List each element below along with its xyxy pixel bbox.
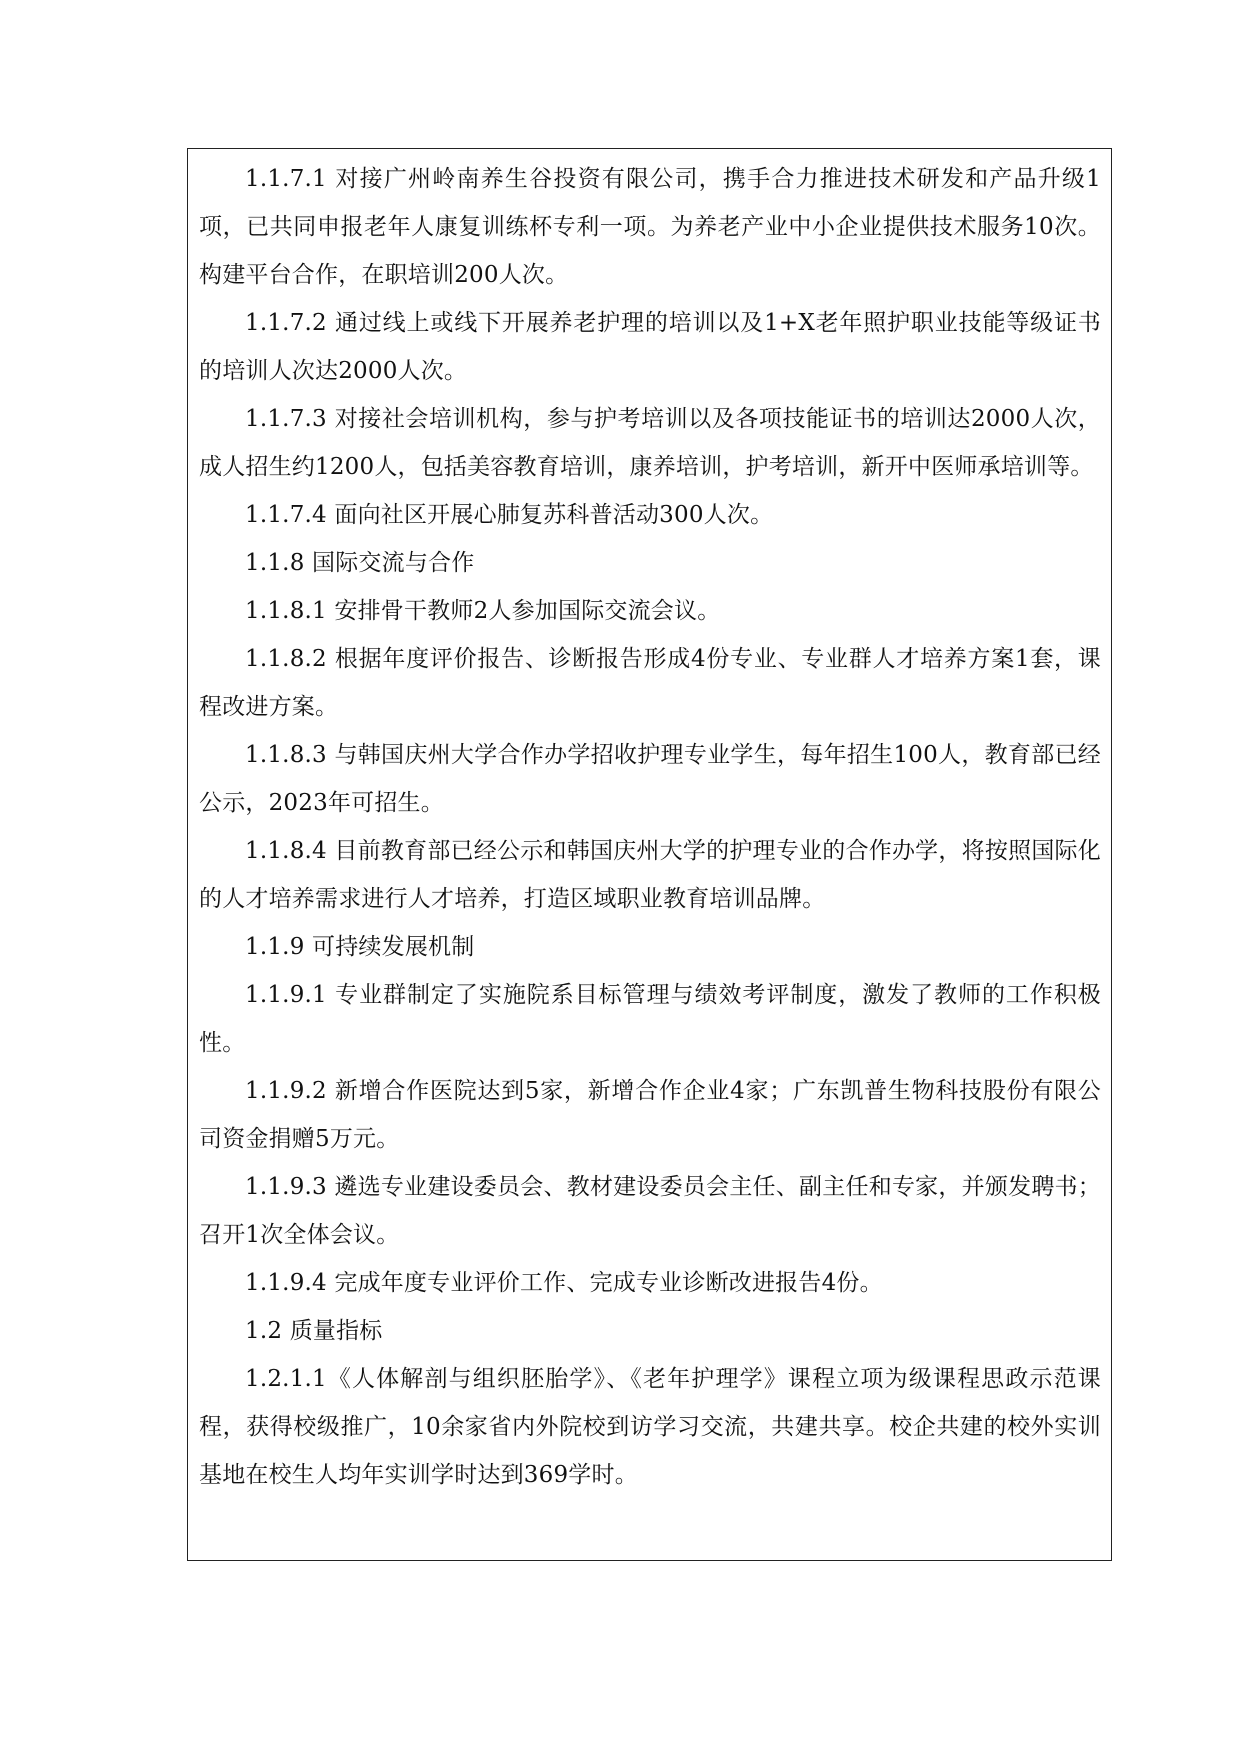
- paragraph-1-1-8-2: 1.1.8.2 根据年度评价报告、诊断报告形成4份专业、专业群人才培养方案1套，课程改进方案。: [199, 646, 1101, 720]
- paragraph-1-1-9-2: 1.1.9.2 新增合作医院达到5家，新增合作企业4家；广东凯普生物科技股份有限公司资金捐赠5万元。: [199, 1078, 1101, 1152]
- paragraph-1-1-9-1: 1.1.9.1 专业群制定了实施院系目标管理与绩效考评制度，激发了教师的工作积极性。: [199, 982, 1101, 1056]
- paragraph-1-1-8-3: 1.1.8.3 与韩国庆州大学合作办学招收护理专业学生，每年招生100人，教育部已经公示，2023年可招生。: [199, 742, 1101, 816]
- heading-1-1-8: 1.1.8 国际交流与合作: [245, 550, 475, 576]
- paragraph-1-2-1-1: 1.2.1.1《人体解剖与组织胚胎学》、《老年护理学》课程立项为级课程思政示范课程，获得校级推广，10余家省内外院校到访学习交流，共建共享。校企共建的校外实训基地在校生人均年实训学时达到369学时。: [199, 1366, 1101, 1488]
- heading-1-1-9: 1.1.9 可持续发展机制: [245, 934, 475, 960]
- paragraph-1-1-9-3: 1.1.9.3 遴选专业建设委员会、教材建设委员会主任、副主任和专家，并颁发聘书；召开1次全体会议。: [199, 1174, 1101, 1248]
- paragraph-1-1-7-2: 1.1.7.2 通过线上或线下开展养老护理的培训以及1+X老年照护职业技能等级证书的培训人次达2000人次。: [199, 310, 1101, 384]
- paragraph-1-1-9-4: 1.1.9.4 完成年度专业评价工作、完成专业诊断改进报告4份。: [245, 1270, 883, 1296]
- content-table-cell: [187, 148, 1112, 1561]
- heading-1-2: 1.2 质量指标: [245, 1318, 383, 1344]
- paragraph-1-1-7-4: 1.1.7.4 面向社区开展心肺复苏科普活动300人次。: [245, 502, 774, 528]
- paragraph-1-1-7-3: 1.1.7.3 对接社会培训机构，参与护考培训以及各项技能证书的培训达2000人次，成人招生约1200人，包括美容教育培训，康养培训，护考培训，新开中医师承培训等。: [199, 406, 1101, 480]
- paragraph-1-1-8-4: 1.1.8.4 目前教育部已经公示和韩国庆州大学的护理专业的合作办学，将按照国际化的人才培养需求进行人才培养，打造区域职业教育培训品牌。: [199, 838, 1101, 912]
- paragraph-1-1-8-1: 1.1.8.1 安排骨干教师2人参加国际交流会议。: [245, 598, 721, 624]
- paragraph-1-1-7-1: 1.1.7.1 对接广州岭南养生谷投资有限公司，携手合力推进技术研发和产品升级1项，已共同申报老年人康复训练杯专利一项。为养老产业中小企业提供技术服务10次。构建平台合作，在职培训200人次。: [199, 166, 1101, 288]
